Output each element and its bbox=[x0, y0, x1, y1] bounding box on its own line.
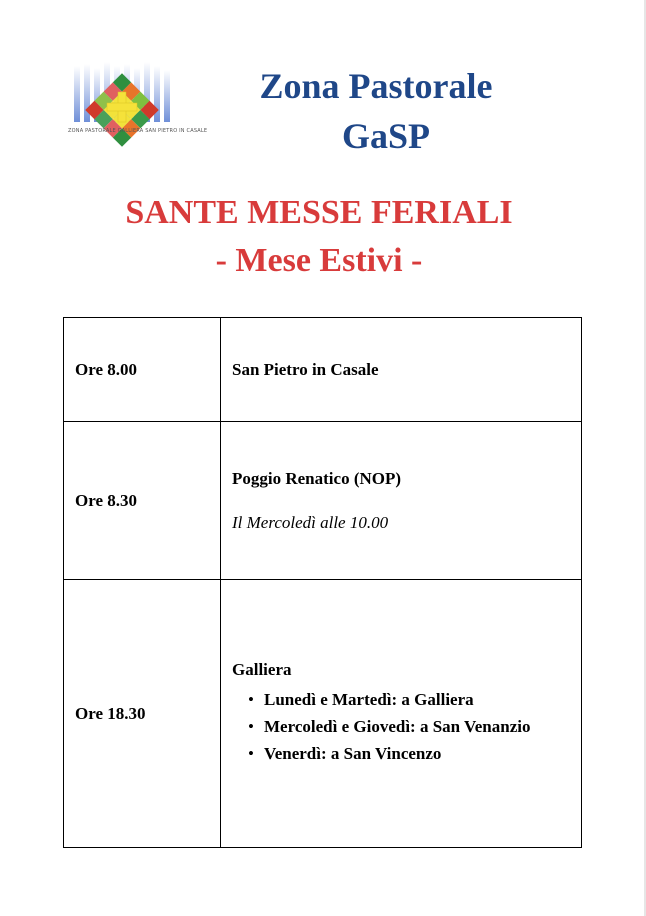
page-title: Zona Pastorale bbox=[259, 66, 493, 106]
table-row bbox=[64, 422, 582, 580]
place-note: Il Mercoledì alle 10.00 bbox=[232, 512, 389, 532]
place-cell bbox=[221, 580, 582, 848]
page-subtitle: GaSP bbox=[341, 116, 430, 156]
schedule-table bbox=[63, 317, 582, 848]
time-cell: Ore 18.30 bbox=[64, 580, 221, 848]
place-name: San Pietro in Casale bbox=[232, 359, 379, 379]
bullet-icon: • bbox=[248, 717, 254, 736]
time-cell: Ore 8.00 bbox=[64, 318, 221, 422]
logo-caption: ZONA PASTORALE GALLIERA SAN PIETRO IN CASALE bbox=[68, 128, 208, 134]
list-item bbox=[248, 713, 581, 740]
list-item bbox=[248, 740, 581, 767]
day-text: Lunedì e Martedì: a Galliera bbox=[264, 690, 474, 709]
bullet-icon: • bbox=[248, 744, 254, 763]
place-name: Galliera bbox=[232, 660, 292, 679]
day-text: Venerdì: a San Vincenzo bbox=[264, 744, 442, 763]
place-cell bbox=[221, 318, 582, 422]
day-text: Mercoledì e Giovedì: a San Venanzio bbox=[264, 717, 531, 736]
time-cell: Ore 8.30 bbox=[64, 422, 221, 580]
table-row bbox=[64, 580, 582, 848]
bullet-icon: • bbox=[248, 690, 254, 709]
table-row bbox=[64, 318, 582, 422]
list-item bbox=[248, 686, 581, 713]
day-list bbox=[232, 686, 581, 767]
place-cell bbox=[221, 422, 582, 580]
schedule-subheading: - Mese Estivi - bbox=[215, 242, 423, 279]
schedule-heading: SANTE MESSE FERIALI bbox=[125, 194, 513, 231]
place-name: Poggio Renatico (NOP) bbox=[232, 468, 402, 488]
